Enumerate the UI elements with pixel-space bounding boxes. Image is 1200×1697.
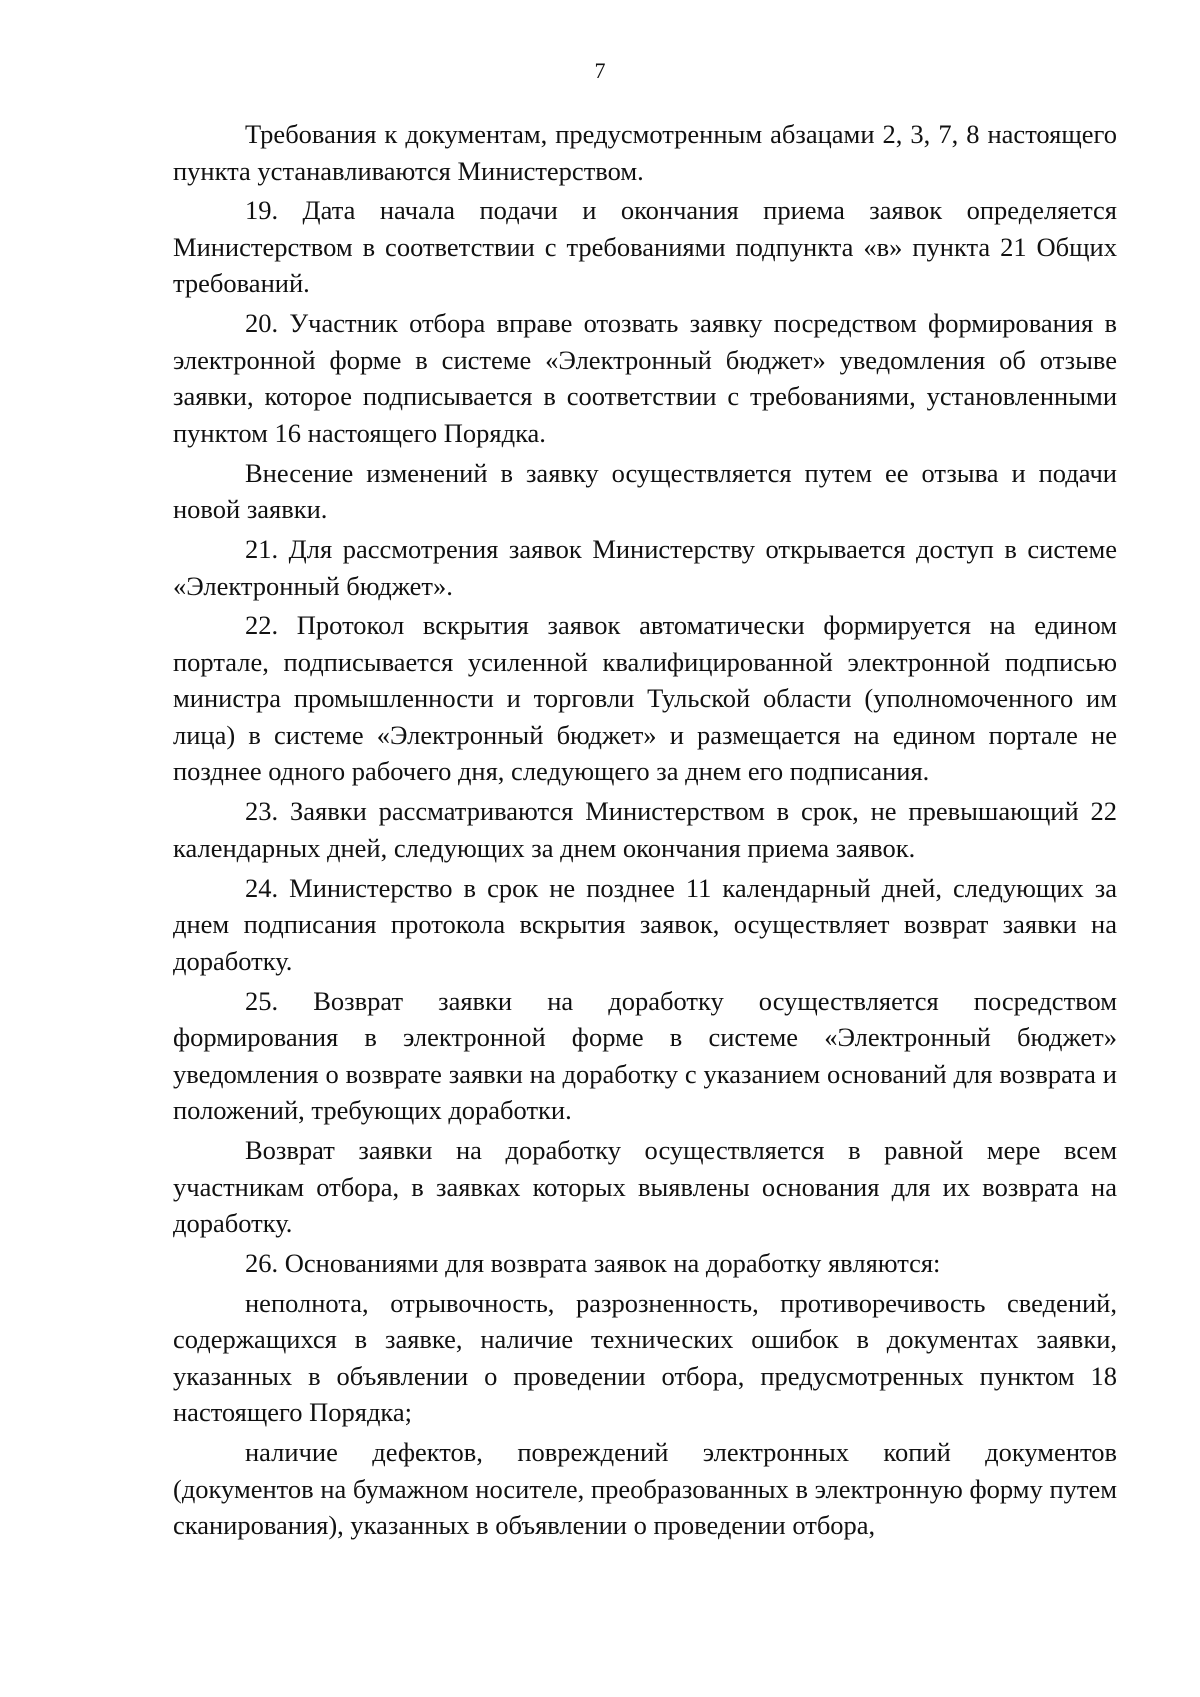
page-number: 7 xyxy=(594,58,606,83)
paragraph-item-19: 19. Дата начала подачи и окончания приема заявок определяется Министерством в соответствии с требованиями подпункта «в» пункта 21 Общих требований. xyxy=(173,195,1117,299)
document-body xyxy=(173,116,1117,1547)
paragraph-item-23: 23. Заявки рассматриваются Министерством в срок, не превышающий 22 календарных дней, следующих за днем окончания приема заявок. xyxy=(173,796,1117,863)
paragraph-item-20: 20. Участник отбора вправе отозвать заявку посредством формирования в электронной форме в системе «Электронный бюджет» уведомления об отзыве заявки, которое подписывается в соответствии с требованиями, установленными пунктом 16 настоящего Порядка. xyxy=(173,308,1117,448)
paragraph-item-21: 21. Для рассмотрения заявок Министерству открывается доступ в системе «Электронный бюджет». xyxy=(173,534,1117,601)
paragraph-equal-return: Возврат заявки на доработку осуществляется в равной мере всем участникам отбора, в заявках которых выявлены основания для их возврата на доработку. xyxy=(173,1135,1117,1239)
paragraph-item-26: 26. Основаниями для возврата заявок на доработку являются: xyxy=(245,1247,941,1278)
paragraph-item-25: 25. Возврат заявки на доработку осуществляется посредством формирования в электронной форме в системе «Электронный бюджет» уведомления о возврате заявки на доработку с указанием оснований для возврата и положений, требующих доработки. xyxy=(173,985,1117,1126)
paragraph-changes-to-application: Внесение изменений в заявку осуществляется путем ее отзыва и подачи новой заявки. xyxy=(173,457,1117,525)
paragraph-item-24: 24. Министерство в срок не позднее 11 календарный дней, следующих за днем подписания протокола вскрытия заявок, осуществляет возврат заявки на доработку. xyxy=(173,872,1117,976)
paragraph-item-22: 22. Протокол вскрытия заявок автоматически формируется на едином портале, подписывается усиленной квалифицированной электронной подписью министра промышленности и торговли Тульской области (уполномоченного им лица) в системе «Электронный бюджет» и размещается на едином портале не позднее одного рабочего дня, следующего за днем его подписания. xyxy=(173,610,1117,787)
paragraph-ground-incompleteness: неполнота, отрывочность, разрозненность, противоречивость сведений, содержащихся в заявке, наличие технических ошибок в документах заявки, указанных в объявлении о проведении отбора, предусмотренных пунктом 18 настоящего Порядка; xyxy=(173,1287,1117,1428)
paragraph-ground-defects: наличие дефектов, повреждений электронных копий документов (документов на бумажном носителе, преобразованных в электронную форму путем сканирования), указанных в объявлении о проведении отбора, xyxy=(173,1437,1117,1541)
paragraph-documents-requirements: Требования к документам, предусмотренным абзацами 2, 3, 7, 8 настоящего пункта устанавливаются Министерством. xyxy=(173,119,1117,186)
